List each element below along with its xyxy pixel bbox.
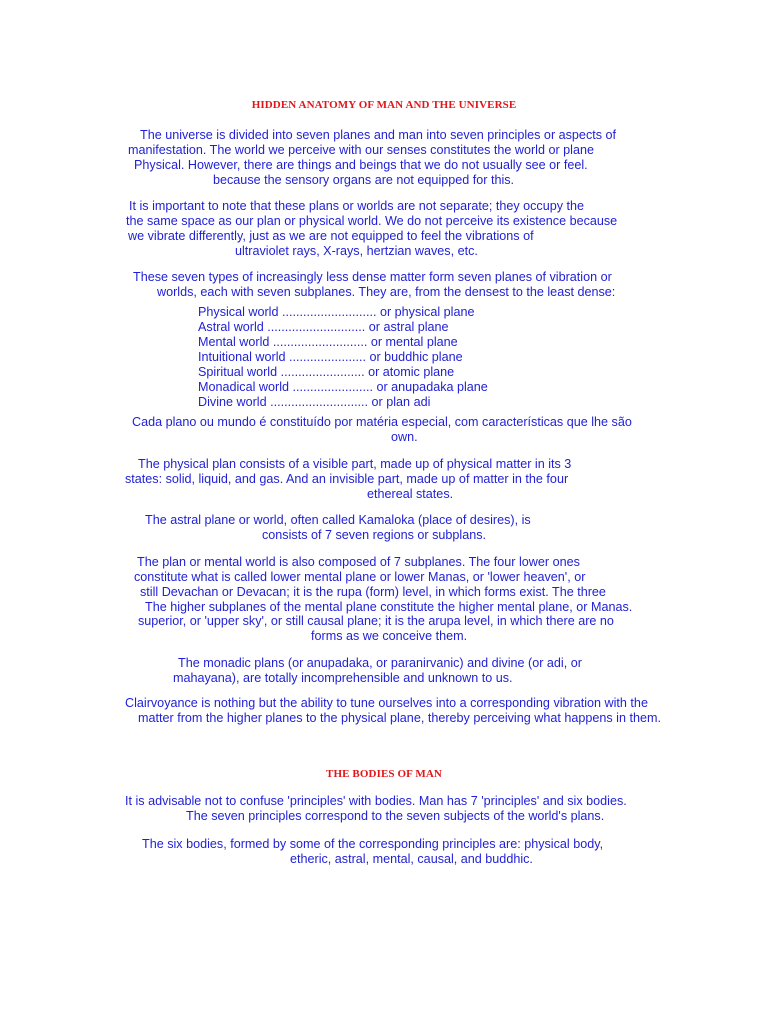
mental-world-line-3: still Devachan or Devacan; it is the rupa (form) level, in which forms exist. The three: [140, 585, 606, 599]
seven-types-line-2: worlds, each with seven subplanes. They are, from the densest to the least dense:: [157, 285, 616, 299]
intro-line-1: The universe is divided into seven planes and man into seven principles or aspects of: [140, 128, 617, 142]
separate-line-1: It is important to note that these plans or worlds are not separate; they occupy the: [129, 199, 585, 213]
separate-line-2: the same space as our plan or physical world. We do not perceive its existence because: [126, 214, 618, 228]
mental-world-line-6: forms as we conceive them.: [311, 629, 468, 643]
planes-list-item: Physical world ........................... or physical plane: [198, 305, 475, 319]
planes-list-item: Mental world ........................... or mental plane: [198, 335, 458, 349]
bodies-intro-line-1: It is advisable not to confuse 'principles' with bodies. Man has 7 'principles' and six bodies.: [125, 794, 627, 808]
bodies-intro-line-2: The seven principles correspond to the seven subjects of the world's plans.: [186, 809, 605, 823]
clairvoyance-line-1: Clairvoyance is nothing but the ability to tune ourselves into a corresponding vibration with the: [125, 696, 648, 710]
planes-list-item: Astral world ............................ or astral plane: [198, 320, 449, 334]
intro-line-3: Physical. However, there are things and beings that we do not usually see or feel.: [134, 158, 588, 172]
physical-plan-line-2: states: solid, liquid, and gas. And an invisible part, made up of matter in the four: [125, 472, 569, 486]
physical-plan-line-1: The physical plan consists of a visible part, made up of physical matter in its 3: [138, 457, 572, 471]
planes-list-item: Intuitional world ...................... or buddhic plane: [198, 350, 463, 364]
astral-plane-line-2: consists of 7 seven regions or subplans.: [262, 528, 487, 542]
clairvoyance-line-2: matter from the higher planes to the physical plane, thereby perceiving what happens in them.: [138, 711, 661, 725]
planes-list-item: Divine world ............................ or plan adi: [198, 395, 431, 409]
separate-line-3: we vibrate differently, just as we are not equipped to feel the vibrations of: [128, 229, 534, 243]
intro-line-2: manifestation. The world we perceive with our senses constitutes the world or plane: [128, 143, 594, 157]
intro-line-4: because the sensory organs are not equipped for this.: [213, 173, 515, 187]
seven-types-line-1: These seven types of increasingly less dense matter form seven planes of vibration or: [133, 270, 612, 284]
mental-world-line-4: The higher subplanes of the mental plane constitute the higher mental plane, or Manas.: [145, 600, 633, 614]
planes-list-item: Spiritual world ........................ or atomic plane: [198, 365, 455, 379]
six-bodies-line-1: The six bodies, formed by some of the corresponding principles are: physical body,: [142, 837, 604, 851]
six-bodies-line-2: etheric, astral, mental, causal, and buddhic.: [290, 852, 533, 866]
cada-plano-line-2: own.: [391, 430, 418, 444]
page-title: HIDDEN ANATOMY OF MAN AND THE UNIVERSE: [251, 99, 517, 111]
section-title-bodies: THE BODIES OF MAN: [326, 768, 442, 780]
astral-plane-line-1: The astral plane or world, often called Kamaloka (place of desires), is: [145, 513, 531, 527]
planes-list-item: Monadical world ....................... or anupadaka plane: [198, 380, 488, 394]
mental-world-line-1: The plan or mental world is also composed of 7 subplanes. The four lower ones: [137, 555, 580, 569]
mental-world-line-2: constitute what is called lower mental plane or lower Manas, or 'lower heaven', or: [134, 570, 586, 584]
separate-line-4: ultraviolet rays, X-rays, hertzian waves, etc.: [235, 244, 478, 258]
monadic-line-2: mahayana), are totally incomprehensible and unknown to us.: [173, 671, 513, 685]
physical-plan-line-3: ethereal states.: [367, 487, 454, 501]
mental-world-line-5: superior, or 'upper sky', or still causal plane; it is the arupa level, in which there are no: [138, 614, 614, 628]
cada-plano-line-1: Cada plano ou mundo é constituído por matéria especial, com características que lhe são: [132, 415, 632, 429]
monadic-line-1: The monadic plans (or anupadaka, or paranirvanic) and divine (or adi, or: [178, 656, 582, 670]
